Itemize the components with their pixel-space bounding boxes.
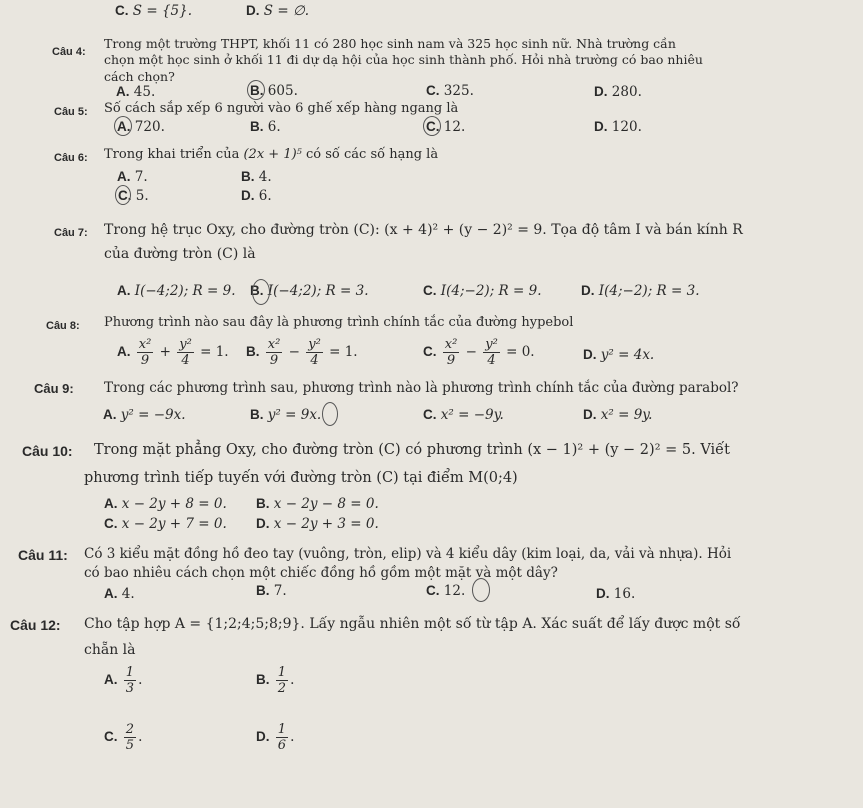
option-text: x − 2y − 8 = 0. <box>273 496 379 512</box>
q4-option-a[interactable] <box>116 83 155 101</box>
q6-text-b: có số các số hạng là <box>306 147 439 162</box>
option-text: 45. <box>133 84 156 100</box>
operator: − <box>288 344 300 360</box>
q10-option-d[interactable] <box>256 515 379 533</box>
option-text: I(−4;2); R = 3. <box>267 283 369 299</box>
q11-option-b[interactable] <box>256 582 287 600</box>
q6-label: Câu 6: <box>54 152 88 164</box>
answer-mark-circle <box>247 80 265 100</box>
q7-option-c[interactable] <box>423 282 541 300</box>
answer-mark-circle <box>423 116 441 136</box>
option-text: I(4;−2); R = 9. <box>440 283 542 299</box>
q5-label: Câu 5: <box>54 106 88 118</box>
q9-option-a[interactable] <box>103 406 186 424</box>
numerator: x² <box>267 337 281 352</box>
q4-text-line1: Trong một trường THPT, khối 11 có 280 học sinh nam và 325 học sinh nữ. Nhà trường cần <box>104 36 676 51</box>
option-label: C. <box>423 407 437 422</box>
rhs: = 1. <box>329 344 358 360</box>
q6-option-b[interactable] <box>241 168 272 186</box>
q12-text-line1: Cho tập hợp A = {1;2;4;5;8;9}. Lấy ngẫu nhiên một số từ tập A. Xác suất để lấy được một số <box>84 616 741 632</box>
option-label: D. <box>594 84 608 99</box>
option-text: x − 2y + 8 = 0. <box>121 496 227 512</box>
q5-text: Số cách sắp xếp 6 người vào 6 ghế xếp hàng ngang là <box>104 101 459 116</box>
fraction <box>306 337 323 368</box>
fraction <box>276 722 288 753</box>
option-label: D. <box>256 516 270 531</box>
q4-text-line2: chọn một học sinh ở khối 11 đi dự dạ hội của học sinh thành phố. Hỏi nhà trường có bao nhiêu <box>104 52 703 67</box>
q8-option-a[interactable] <box>117 337 229 368</box>
option-text: x² = 9y. <box>600 407 653 423</box>
option-label: B. <box>246 344 260 359</box>
option-label: D. <box>583 347 597 362</box>
denominator: 9 <box>269 353 279 368</box>
q7-label: Câu 7: <box>54 227 88 239</box>
option-label: D. <box>594 119 608 134</box>
answer-mark-circle <box>322 402 338 426</box>
q12-text-line2: chẵn là <box>84 642 136 658</box>
denominator: 3 <box>125 681 135 696</box>
q10-label: Câu 10: <box>22 443 73 459</box>
fraction <box>483 337 500 368</box>
option-text: I(−4;2); R = 9. <box>134 283 236 299</box>
option-label: B. <box>250 83 264 98</box>
q7-option-a[interactable] <box>117 282 235 300</box>
option-label: A. <box>116 84 130 99</box>
q4-option-c[interactable] <box>426 82 474 100</box>
denominator: 4 <box>487 353 496 368</box>
option-label: B. <box>256 583 270 598</box>
q6-expression: (2x + 1)⁵ <box>243 147 302 162</box>
q8-option-d[interactable] <box>583 346 654 364</box>
q5-option-d[interactable] <box>594 118 642 136</box>
q10-option-b[interactable] <box>256 495 379 513</box>
q9-option-d[interactable] <box>583 406 652 424</box>
rhs: = 1. <box>200 344 229 360</box>
denominator: 9 <box>446 353 456 368</box>
option-text: 6. <box>258 188 272 204</box>
answer-mark-circle <box>252 279 270 305</box>
numerator: x² <box>444 337 458 352</box>
option-text: S = ∅. <box>263 3 309 19</box>
option-label: A. <box>117 283 131 298</box>
option-text: I(4;−2); R = 3. <box>598 283 700 299</box>
q12-label: Câu 12: <box>10 617 61 633</box>
q11-label: Câu 11: <box>18 547 68 563</box>
q12-option-b[interactable]: B. $\frac{1}{2}$ . <box>256 665 295 696</box>
option-text: x − 2y + 3 = 0. <box>273 516 379 532</box>
q9-text: Trong các phương trình sau, phương trình nào là phương trình chính tắc của đường parabol? <box>104 380 739 396</box>
option-label: B. <box>250 283 264 298</box>
option-label: D. <box>583 407 597 422</box>
option-label: A. <box>104 496 118 511</box>
option-label: C. <box>426 83 440 98</box>
option-label: C. <box>104 516 118 531</box>
option-text: 12. <box>443 119 466 135</box>
option-label: C. <box>423 344 437 359</box>
option-label: D. <box>246 3 260 18</box>
q10-text-line1: Trong mặt phẳng Oxy, cho đường tròn (C) có phương trình (x − 1)² + (y − 2)² = 5. Viết <box>94 442 730 458</box>
option-label: A. <box>104 672 118 687</box>
denominator: 4 <box>181 353 190 368</box>
q12-option-d[interactable]: D. $\frac{1}{6}$ . <box>256 722 295 753</box>
option-text: 605. <box>267 83 298 99</box>
option-text: 4. <box>258 169 272 185</box>
option-text: 7. <box>134 169 148 185</box>
answer-mark-circle <box>472 578 490 602</box>
option-label: D. <box>241 188 255 203</box>
option-text: x² = −9y. <box>440 407 504 423</box>
option-text: y² = 9x. <box>267 407 322 423</box>
numerator: 2 <box>125 722 135 737</box>
q10-option-a[interactable] <box>104 495 227 513</box>
fraction <box>124 722 136 753</box>
q3-option-c[interactable] <box>115 2 192 20</box>
option-text: 16. <box>613 586 636 602</box>
q11-text-line1: Có 3 kiểu mặt đồng hồ đeo tay (vuông, tròn, elip) và 4 kiểu dây (kim loại, da, vải và nhựa). Hỏi <box>84 546 732 562</box>
fraction <box>443 337 460 368</box>
option-text: S = {5}. <box>132 3 192 19</box>
option-text: 6. <box>267 119 281 135</box>
q8-option-c[interactable] <box>423 337 535 368</box>
numerator: 1 <box>277 722 287 737</box>
option-label: D. <box>256 729 270 744</box>
numerator: y² <box>308 337 321 352</box>
q3-option-d[interactable] <box>246 2 309 20</box>
option-text: y² = 4x. <box>600 347 655 363</box>
fraction <box>266 337 283 368</box>
option-text: 12. <box>443 583 466 599</box>
q8-label: Câu 8: <box>46 320 80 332</box>
q11-option-d[interactable] <box>596 585 635 603</box>
q10-text-line2: phương trình tiếp tuyến với đường tròn (C) tại điểm M(0;4) <box>84 470 518 486</box>
q6-text <box>104 147 438 163</box>
q6-option-a[interactable] <box>117 168 148 186</box>
denominator: 2 <box>277 681 287 696</box>
option-label: C. <box>426 119 440 134</box>
q4-text-line3: cách chọn? <box>104 69 175 84</box>
option-text: 4. <box>121 586 135 602</box>
numerator: 1 <box>277 665 287 680</box>
operator: − <box>465 344 477 360</box>
option-label: C. <box>115 3 129 18</box>
option-text: y² = −9x. <box>120 407 186 423</box>
option-text: 5. <box>135 188 149 204</box>
q8-option-b[interactable] <box>246 337 358 368</box>
q6-option-d[interactable] <box>241 187 272 205</box>
q9-option-c[interactable] <box>423 406 504 424</box>
option-label: A. <box>117 119 131 134</box>
q12-option-a[interactable]: A. $\frac{1}{3}$ . <box>104 665 143 696</box>
numerator: 1 <box>125 665 135 680</box>
q9-label: Câu 9: <box>34 381 74 396</box>
denominator: 4 <box>310 353 319 368</box>
option-label: A. <box>103 407 117 422</box>
denominator: 5 <box>125 738 135 753</box>
fraction <box>137 337 154 368</box>
option-label: A. <box>117 169 131 184</box>
numerator: y² <box>179 337 192 352</box>
fraction <box>276 665 288 696</box>
q9-option-b[interactable] <box>250 406 321 424</box>
numerator: y² <box>485 337 498 352</box>
denominator: 6 <box>277 738 287 753</box>
option-text: 120. <box>611 119 642 135</box>
option-label: C. <box>426 583 440 598</box>
option-text: 7. <box>273 583 287 599</box>
q11-option-c[interactable] <box>426 582 465 600</box>
option-label: B. <box>250 119 264 134</box>
operator: + <box>159 344 171 360</box>
q7-text-line1: Trong hệ trục Oxy, cho đường tròn (C): (x + 4)² + (y − 2)² = 9. Tọa độ tâm I và bán kính R <box>104 222 743 238</box>
q11-option-a[interactable] <box>104 585 135 603</box>
option-label: B. <box>241 169 255 184</box>
q12-option-c[interactable]: C. $\frac{2}{5}$ . <box>104 722 143 753</box>
q4-option-d[interactable] <box>594 83 642 101</box>
option-label: C. <box>104 729 118 744</box>
option-text: x − 2y + 7 = 0. <box>121 516 227 532</box>
option-label: A. <box>117 344 131 359</box>
q7-option-d[interactable] <box>581 282 699 300</box>
numerator: x² <box>138 337 152 352</box>
option-label: D. <box>596 586 610 601</box>
denominator: 9 <box>140 353 150 368</box>
q5-option-b[interactable] <box>250 118 281 136</box>
q11-text-line2: có bao nhiêu cách chọn một chiếc đồng hồ gồm một mặt và một dây? <box>84 565 558 581</box>
option-text: 720. <box>134 119 165 135</box>
q8-text: Phương trình nào sau đây là phương trình chính tắc của đường hypebol <box>104 315 574 330</box>
q4-label: Câu 4: <box>52 46 86 58</box>
answer-mark-circle <box>115 185 131 205</box>
option-text: 325. <box>443 83 474 99</box>
option-label: D. <box>581 283 595 298</box>
fraction <box>124 665 136 696</box>
rhs: = 0. <box>506 344 535 360</box>
option-label: B. <box>256 496 270 511</box>
option-label: A. <box>104 586 118 601</box>
option-label: B. <box>256 672 270 687</box>
option-text: 280. <box>611 84 642 100</box>
fraction <box>177 337 194 368</box>
q6-text-a: Trong khai triển của <box>104 147 240 162</box>
answer-mark-circle <box>114 116 132 136</box>
option-label: B. <box>250 407 264 422</box>
option-label: C. <box>118 188 132 203</box>
option-label: C. <box>423 283 437 298</box>
q7-text-line2: của đường tròn (C) là <box>104 246 256 262</box>
q10-option-c[interactable] <box>104 515 227 533</box>
